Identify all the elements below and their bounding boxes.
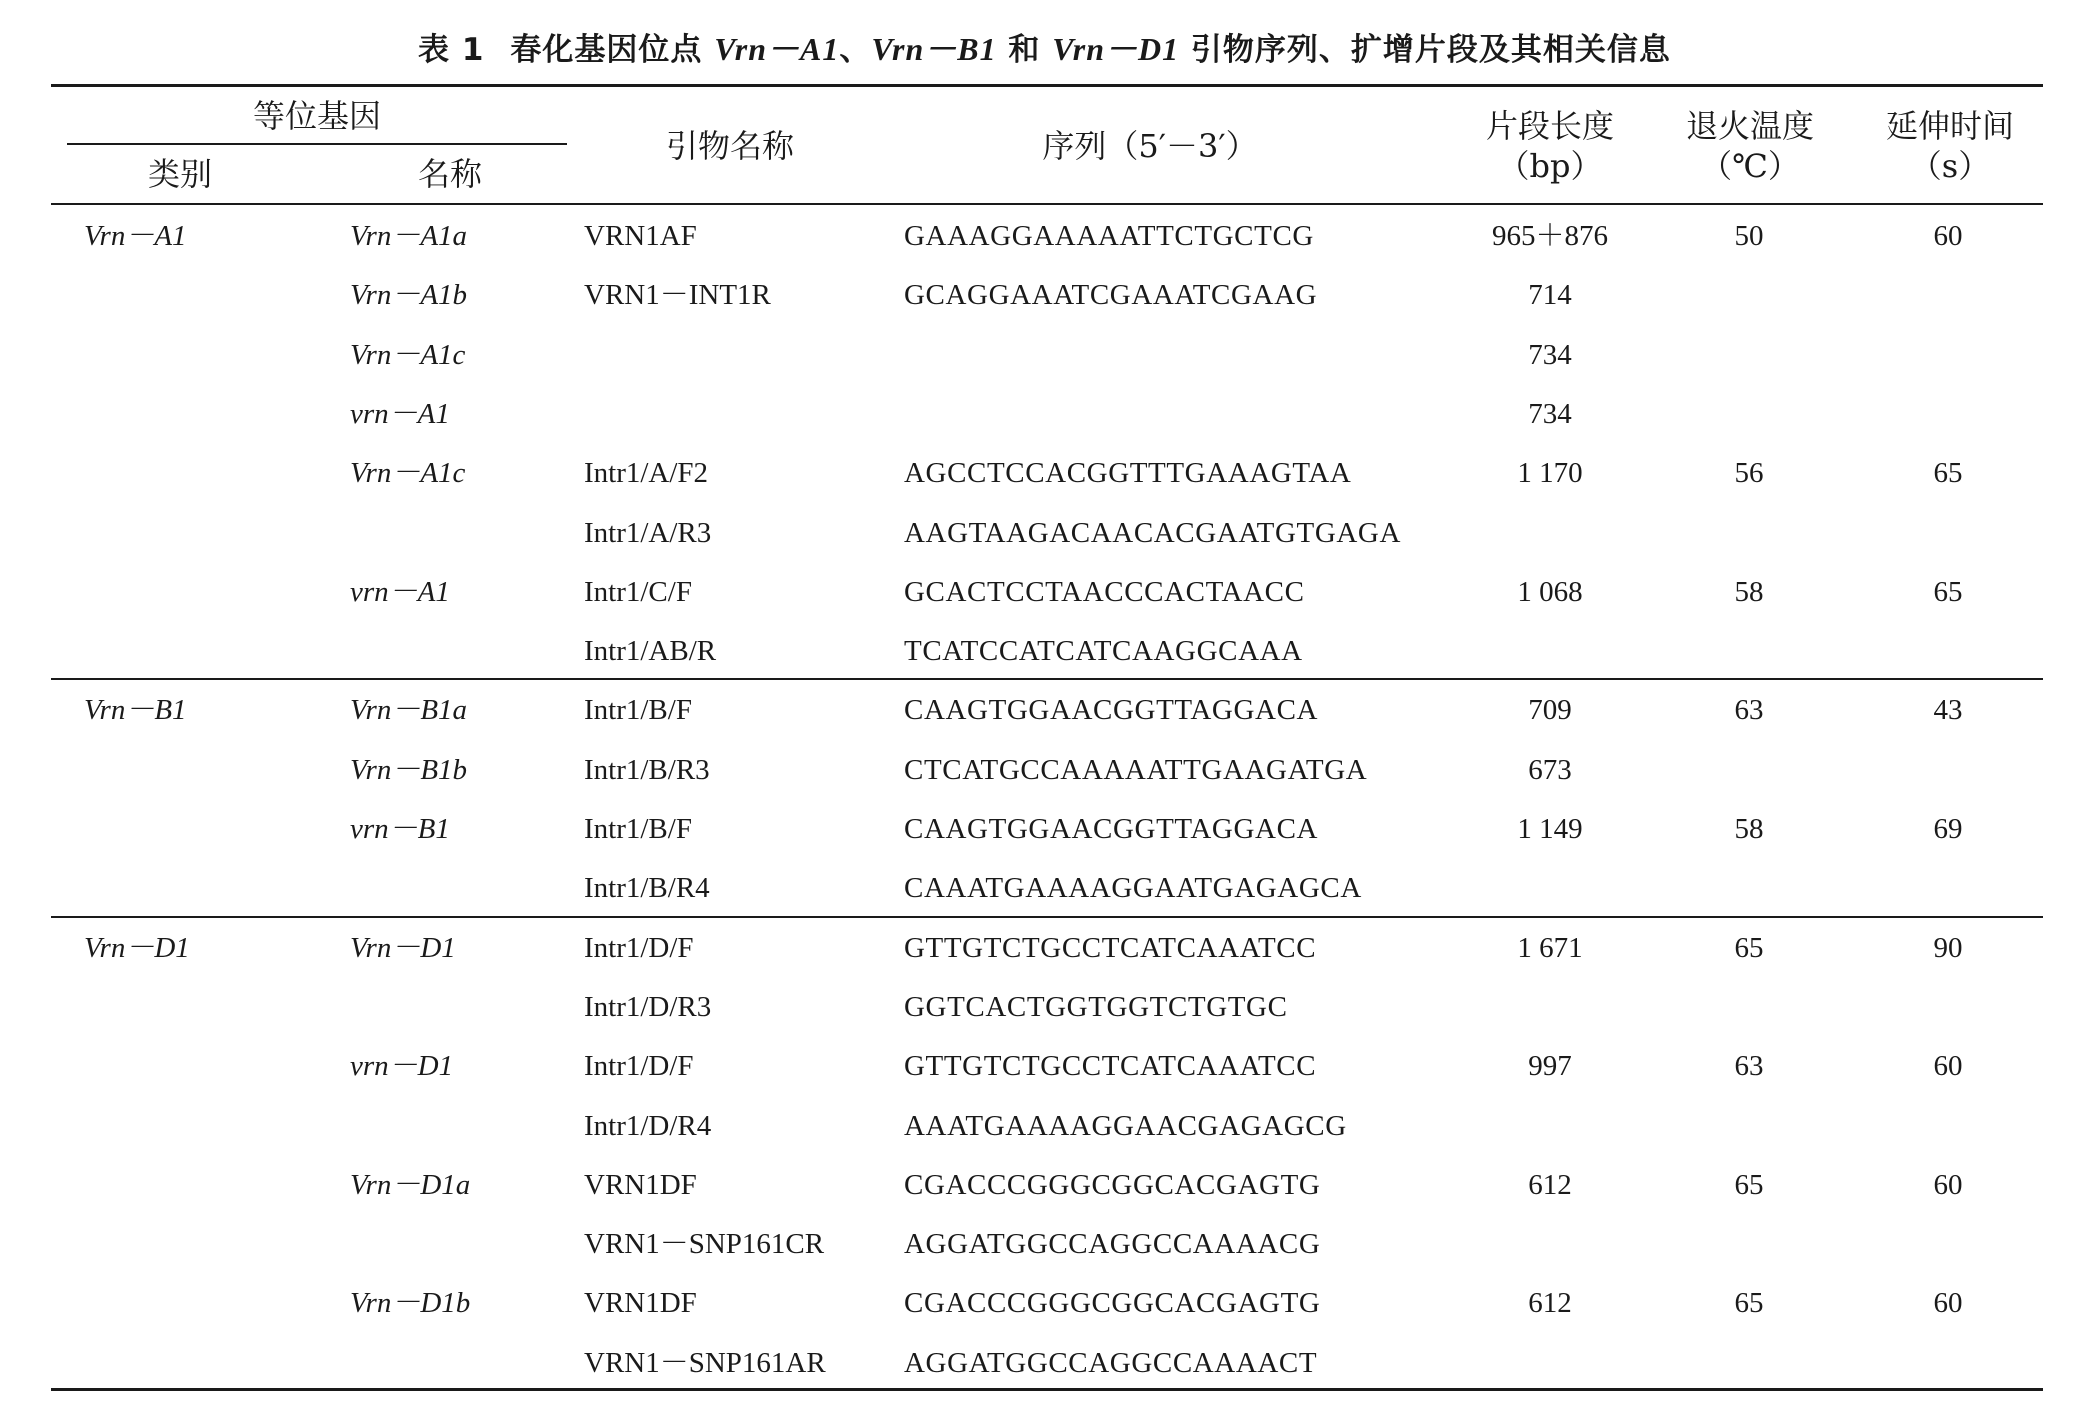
cell-primer-name: VRN1DF [584,1168,697,1201]
cell-allele: Vrn－D1a [350,1168,471,1201]
header-fragment-length [1450,106,1650,186]
cell-sequence: AGCCTCCACGGTTTGAAAGTAA [904,457,1352,490]
cell-sequence: CAAGTGGAACGGTTAGGACA [904,694,1319,727]
cell-annealing-temp: 63 [1734,694,1764,727]
cell-sequence: GCAGGAAATCGAAATCGAAG [904,279,1318,312]
cell-fragment-length: 1 068 [1517,575,1583,608]
cell-primer-name: Intr1/B/F [584,694,692,727]
cell-primer-name: VRN1AF [584,220,697,252]
table-top-rule [51,84,2043,87]
cell-category: Vrn－B1 [84,694,187,727]
cell-allele: vrn－D1 [350,1050,454,1083]
cell-fragment-length: 1 170 [1517,457,1583,490]
caption-text-post: 引物序列、扩增片段及其相关信息 [1179,32,1671,68]
cell-sequence: CAAATGAAAAGGAATGAGAGCA [904,872,1362,905]
cell-allele: vrn－A1 [350,575,450,608]
cell-primer-name: Intr1/D/F [584,931,694,964]
caption-text-pre: 春化基因位点 [510,32,715,68]
header-category: 类别 [147,155,212,193]
cell-sequence: TCATCCATCATCAAGGCAAA [904,635,1303,668]
cell-allele: Vrn－D1b [350,1287,471,1320]
cell-sequence: GTTGTCTGCCTCATCAAATCC [904,931,1317,964]
cell-primer-name: VRN1DF [584,1287,697,1320]
cell-extension-time: 60 [1933,1050,1963,1083]
cell-extension-time: 65 [1933,575,1963,608]
cell-sequence: AAATGAAAAGGAACGAGAGCG [904,1109,1347,1142]
cell-fragment-length: 612 [1528,1168,1572,1201]
header-annealing-temp [1650,106,1850,186]
cell-annealing-temp: 65 [1734,1287,1764,1320]
cell-fragment-length: 965＋876 [1491,220,1608,252]
group-rule-b1 [51,678,2043,680]
cell-sequence: GGTCACTGGTGGTCTGTGC [904,990,1288,1023]
header-allele-group: 等位基因 [252,97,381,135]
cell-primer-name: Intr1/D/F [584,1050,694,1083]
cell-primer-name: Intr1/A/F2 [584,457,709,490]
header-fragment-length-line2: （bp） [1497,147,1603,185]
cell-annealing-temp: 63 [1734,1050,1764,1083]
cell-fragment-length: 714 [1528,279,1572,312]
cell-primer-name: Intr1/A/R3 [584,516,712,549]
cell-primer-name: Intr1/D/R4 [584,1109,712,1142]
header-fragment-length-line1: 片段长度 [1485,107,1614,145]
cell-sequence: AGGATGGCCAGGCCAAAACT [904,1346,1318,1379]
cell-allele: vrn－B1 [350,813,450,845]
cell-fragment-length: 1 149 [1517,813,1583,845]
cell-allele: Vrn－A1a [350,220,468,252]
cell-sequence: CTCATGCCAAAAATTGAAGATGA [904,753,1368,786]
cell-primer-name: VRN1－INT1R [584,279,771,312]
cell-fragment-length: 1 671 [1517,931,1583,964]
cell-primer-name: Intr1/AB/R [584,635,717,668]
cell-sequence: GAAAGGAAAAATTCTGCTCG [904,220,1314,252]
cell-fragment-length: 734 [1528,338,1572,371]
table-caption [0,24,2089,70]
cell-sequence: CGACCCGGGCGGCACGAGTG [904,1287,1321,1320]
cell-fragment-length: 612 [1528,1287,1572,1320]
cell-extension-time: 90 [1933,931,1963,964]
header-sequence: 序列（5′－3′） [1042,127,1258,165]
cell-sequence: AGGATGGCCAGGCCAAAACG [904,1228,1321,1261]
header-allele-subrule [67,143,567,145]
cell-fragment-length: 734 [1528,397,1572,430]
cell-primer-name: VRN1－SNP161CR [584,1228,825,1261]
cell-sequence: GTTGTCTGCCTCATCAAATCC [904,1050,1317,1083]
cell-annealing-temp: 65 [1734,931,1764,964]
header-extension-time-line1: 延伸时间 [1885,107,2014,145]
caption-sep: 、 [839,32,872,68]
cell-primer-name: Intr1/B/F [584,813,692,845]
cell-allele: Vrn－A1b [350,279,468,312]
cell-annealing-temp: 50 [1734,220,1764,252]
cell-annealing-temp: 58 [1734,575,1764,608]
cell-allele: Vrn－A1c [350,338,466,371]
cell-category: Vrn－A1 [84,220,187,252]
caption-gene-a: Vrn－A1 [714,31,840,67]
table-label: 表 1 [418,32,485,68]
group-rule-d1 [51,916,2043,918]
header-bottom-rule [51,203,2043,205]
cell-primer-name: Intr1/C/F [584,575,692,608]
cell-extension-time: 65 [1933,457,1963,490]
header-extension-time [1850,106,2050,186]
caption-gene-d: Vrn－D1 [1052,31,1180,67]
caption-gene-b: Vrn－B1 [871,31,997,67]
cell-allele: Vrn－D1 [350,931,456,964]
table-bottom-rule [51,1388,2043,1391]
header-extension-time-line2: （s） [1909,147,1991,185]
cell-fragment-length: 673 [1528,753,1572,786]
cell-annealing-temp: 56 [1734,457,1764,490]
cell-primer-name: VRN1－SNP161AR [584,1346,826,1379]
cell-fragment-length: 997 [1528,1050,1572,1083]
cell-category: Vrn－D1 [84,931,190,964]
cell-fragment-length: 709 [1528,694,1572,727]
cell-annealing-temp: 58 [1734,813,1764,845]
cell-allele: vrn－A1 [350,397,450,430]
header-primer-name: 引物名称 [665,127,794,165]
cell-primer-name: Intr1/B/R4 [584,872,710,905]
cell-extension-time: 69 [1933,813,1963,845]
header-annealing-temp-line2: （℃） [1700,147,1800,185]
header-name: 名称 [417,155,482,193]
cell-allele: Vrn－A1c [350,457,466,490]
cell-allele: Vrn－B1a [350,694,468,727]
cell-sequence: AAGTAAGACAACACGAATGTGAGA [904,516,1402,549]
cell-extension-time: 60 [1933,1287,1963,1320]
cell-sequence: GCACTCCTAACCCACTAACC [904,575,1305,608]
cell-allele: Vrn－B1b [350,753,468,786]
cell-primer-name: Intr1/B/R3 [584,753,710,786]
cell-annealing-temp: 65 [1734,1168,1764,1201]
header-annealing-temp-line1: 退火温度 [1685,107,1814,145]
cell-sequence: CGACCCGGGCGGCACGAGTG [904,1168,1321,1201]
cell-extension-time: 60 [1933,220,1963,252]
caption-mid: 和 [996,32,1053,68]
cell-extension-time: 43 [1933,694,1963,727]
cell-extension-time: 60 [1933,1168,1963,1201]
cell-primer-name: Intr1/D/R3 [584,990,712,1023]
cell-sequence: CAAGTGGAACGGTTAGGACA [904,813,1319,845]
